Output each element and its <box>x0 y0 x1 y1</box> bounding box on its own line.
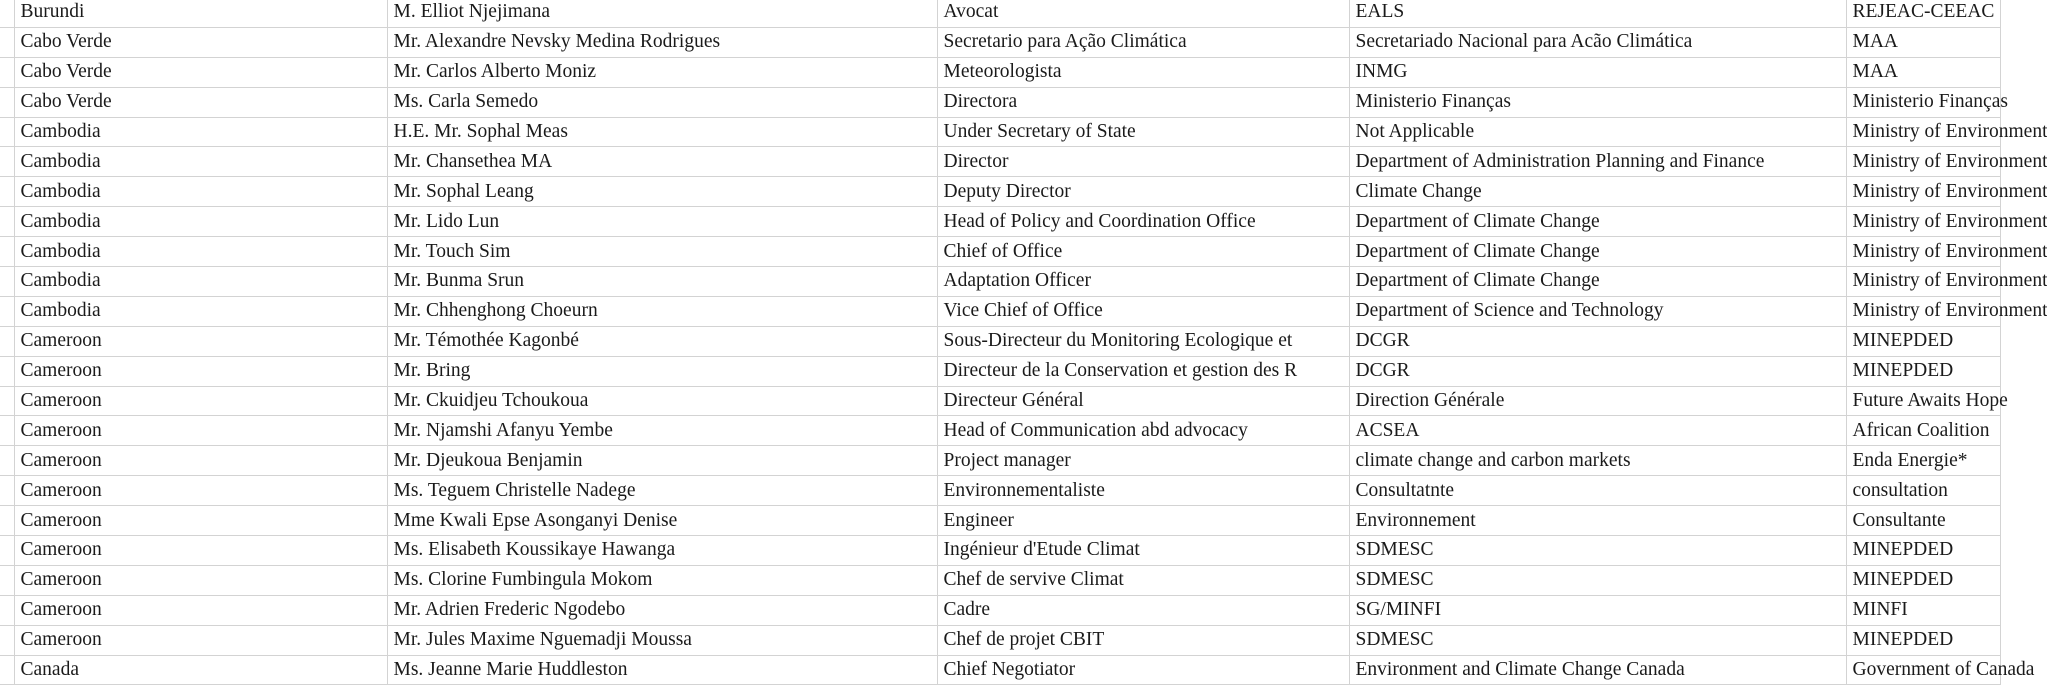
name-cell[interactable]: Mr. Bring <box>387 356 937 386</box>
row-gutter <box>0 506 14 536</box>
table-row <box>0 207 2000 237</box>
row-gutter <box>0 267 14 297</box>
name-cell[interactable]: Mr. Adrien Frederic Ngodebo <box>387 595 937 625</box>
table-row <box>0 117 2000 147</box>
organization-cell[interactable]: consultation <box>1846 476 2000 506</box>
country-cell[interactable]: Cambodia <box>14 177 387 207</box>
department-cell[interactable]: DCGR <box>1349 326 1846 356</box>
name-cell[interactable]: Mr. Lido Lun <box>387 207 937 237</box>
table-row <box>0 356 2000 386</box>
row-gutter <box>0 0 14 27</box>
organization-cell[interactable]: African Coalition <box>1846 416 2000 446</box>
name-cell[interactable]: Mr. Ckuidjeu Tchoukoua <box>387 386 937 416</box>
table-row <box>0 536 2000 566</box>
position-cell[interactable]: Avocat <box>937 0 1349 27</box>
name-cell[interactable]: Mr. Njamshi Afanyu Yembe <box>387 416 937 446</box>
department-cell[interactable]: Climate Change <box>1349 177 1846 207</box>
position-cell[interactable]: Vice Chief of Office <box>937 296 1349 326</box>
organization-cell[interactable]: MINEPDED <box>1846 625 2000 655</box>
table-row <box>0 326 2000 356</box>
department-cell[interactable]: climate change and carbon markets <box>1349 446 1846 476</box>
name-cell[interactable]: Mr. Témothée Kagonbé <box>387 326 937 356</box>
organization-cell[interactable]: MAA <box>1846 57 2000 87</box>
country-cell[interactable]: Cambodia <box>14 237 387 267</box>
department-cell[interactable]: Secretariado Nacional para Acão Climática <box>1349 27 1846 57</box>
country-cell[interactable]: Cameroon <box>14 536 387 566</box>
name-cell[interactable]: Mme Kwali Epse Asonganyi Denise <box>387 506 937 536</box>
department-cell[interactable]: Consultatnte <box>1349 476 1846 506</box>
table-row <box>0 655 2000 684</box>
country-cell[interactable]: Cambodia <box>14 296 387 326</box>
table-row <box>0 625 2000 655</box>
department-cell[interactable]: ACSEA <box>1349 416 1846 446</box>
position-cell[interactable]: Chef de projet CBIT <box>937 625 1349 655</box>
organization-cell[interactable]: MINEPDED <box>1846 536 2000 566</box>
row-gutter <box>0 237 14 267</box>
organization-cell[interactable]: Ministry of Environment <box>1846 296 2000 326</box>
table-row <box>0 147 2000 177</box>
organization-cell[interactable]: Ministry of Environment <box>1846 117 2000 147</box>
row-gutter <box>0 536 14 566</box>
country-cell[interactable]: Cameroon <box>14 565 387 595</box>
position-cell[interactable]: Adaptation Officer <box>937 267 1349 297</box>
name-cell[interactable]: Ms. Carla Semedo <box>387 87 937 117</box>
position-cell[interactable]: Environnementaliste <box>937 476 1349 506</box>
country-cell[interactable]: Burundi <box>14 0 387 27</box>
organization-cell[interactable]: MINEPDED <box>1846 356 2000 386</box>
department-cell[interactable]: Direction Générale <box>1349 386 1846 416</box>
country-cell[interactable]: Cabo Verde <box>14 87 387 117</box>
name-cell[interactable]: Mr. Carlos Alberto Moniz <box>387 57 937 87</box>
country-cell[interactable]: Cameroon <box>14 595 387 625</box>
position-cell[interactable]: Cadre <box>937 595 1349 625</box>
table-row <box>0 476 2000 506</box>
organization-cell[interactable]: Ministry of Environment <box>1846 177 2000 207</box>
organization-cell[interactable]: Government of Canada <box>1846 655 2000 684</box>
name-cell[interactable]: Mr. Jules Maxime Nguemadji Moussa <box>387 625 937 655</box>
position-cell[interactable]: Meteorologista <box>937 57 1349 87</box>
organization-cell[interactable]: REJEAC-CEEAC <box>1846 0 2000 27</box>
country-cell[interactable]: Cambodia <box>14 267 387 297</box>
position-cell[interactable]: Project manager <box>937 446 1349 476</box>
row-gutter <box>0 625 14 655</box>
department-cell[interactable]: Not Applicable <box>1349 117 1846 147</box>
position-cell[interactable]: Directeur Général <box>937 386 1349 416</box>
organization-cell[interactable]: Ministry of Environment <box>1846 237 2000 267</box>
position-cell[interactable]: Deputy Director <box>937 177 1349 207</box>
row-gutter <box>0 147 14 177</box>
country-cell[interactable]: Cabo Verde <box>14 27 387 57</box>
organization-cell[interactable]: MINEPDED <box>1846 326 2000 356</box>
table-row <box>0 565 2000 595</box>
table-row <box>0 0 2000 27</box>
table-row <box>0 237 2000 267</box>
name-cell[interactable]: M. Elliot Njejimana <box>387 0 937 27</box>
position-cell[interactable]: Head of Communication abd advocacy <box>937 416 1349 446</box>
row-gutter <box>0 655 14 684</box>
row-gutter <box>0 476 14 506</box>
table-row <box>0 446 2000 476</box>
country-cell[interactable]: Cameroon <box>14 386 387 416</box>
department-cell[interactable]: SDMESC <box>1349 565 1846 595</box>
table-row <box>0 506 2000 536</box>
position-cell[interactable]: Sous-Directeur du Monitoring Ecologique et <box>937 326 1349 356</box>
row-gutter <box>0 87 14 117</box>
department-cell[interactable]: Department of Science and Technology <box>1349 296 1846 326</box>
position-cell[interactable]: Ingénieur d'Etude Climat <box>937 536 1349 566</box>
table-row <box>0 27 2000 57</box>
name-cell[interactable]: Ms. Elisabeth Koussikaye Hawanga <box>387 536 937 566</box>
position-cell[interactable]: Directora <box>937 87 1349 117</box>
position-cell[interactable]: Secretario para Ação Climática <box>937 27 1349 57</box>
table-row <box>0 386 2000 416</box>
name-cell[interactable]: Ms. Clorine Fumbingula Mokom <box>387 565 937 595</box>
country-cell[interactable]: Cameroon <box>14 416 387 446</box>
name-cell[interactable]: Mr. Touch Sim <box>387 237 937 267</box>
organization-cell[interactable]: MINEPDED <box>1846 565 2000 595</box>
position-cell[interactable]: Engineer <box>937 506 1349 536</box>
department-cell[interactable]: Environment and Climate Change Canada <box>1349 655 1846 684</box>
name-cell[interactable]: Ms. Teguem Christelle Nadege <box>387 476 937 506</box>
country-cell[interactable]: Cambodia <box>14 147 387 177</box>
position-cell[interactable]: Under Secretary of State <box>937 117 1349 147</box>
department-cell[interactable]: Department of Climate Change <box>1349 237 1846 267</box>
country-cell[interactable]: Cameroon <box>14 476 387 506</box>
department-cell[interactable]: SG/MINFI <box>1349 595 1846 625</box>
organization-cell[interactable]: Ministry of Environment <box>1846 207 2000 237</box>
country-cell[interactable]: Cameroon <box>14 625 387 655</box>
organization-cell[interactable]: Future Awaits Hope <box>1846 386 2000 416</box>
row-gutter <box>0 57 14 87</box>
row-gutter <box>0 416 14 446</box>
country-cell[interactable]: Canada <box>14 655 387 684</box>
row-gutter <box>0 27 14 57</box>
name-cell[interactable]: Mr. Alexandre Nevsky Medina Rodrigues <box>387 27 937 57</box>
table-row <box>0 296 2000 326</box>
organization-cell[interactable]: MAA <box>1846 27 2000 57</box>
position-cell[interactable]: Directeur de la Conservation et gestion des R <box>937 356 1349 386</box>
table-row <box>0 87 2000 117</box>
table-row <box>0 595 2000 625</box>
position-cell[interactable]: Chief of Office <box>937 237 1349 267</box>
row-gutter <box>0 326 14 356</box>
country-cell[interactable]: Cambodia <box>14 117 387 147</box>
row-gutter <box>0 296 14 326</box>
name-cell[interactable]: Mr. Bunma Srun <box>387 267 937 297</box>
department-cell[interactable]: INMG <box>1349 57 1846 87</box>
row-gutter <box>0 446 14 476</box>
position-cell[interactable]: Director <box>937 147 1349 177</box>
table-row <box>0 267 2000 297</box>
department-cell[interactable]: Department of Climate Change <box>1349 267 1846 297</box>
country-cell[interactable]: Cameroon <box>14 446 387 476</box>
row-gutter <box>0 386 14 416</box>
country-cell[interactable]: Cabo Verde <box>14 57 387 87</box>
name-cell[interactable]: Mr. Chansethea MA <box>387 147 937 177</box>
position-cell[interactable]: Chief Negotiator <box>937 655 1349 684</box>
row-gutter <box>0 117 14 147</box>
organization-cell[interactable]: Ministerio Finanças <box>1846 87 2000 117</box>
department-cell[interactable]: EALS <box>1349 0 1846 27</box>
department-cell[interactable]: Department of Administration Planning and Finance <box>1349 147 1846 177</box>
row-gutter <box>0 565 14 595</box>
name-cell[interactable]: H.E. Mr. Sophal Meas <box>387 117 937 147</box>
department-cell[interactable]: Ministerio Finanças <box>1349 87 1846 117</box>
table-row <box>0 416 2000 446</box>
department-cell[interactable]: Environnement <box>1349 506 1846 536</box>
country-cell[interactable]: Cameroon <box>14 326 387 356</box>
country-cell[interactable]: Cameroon <box>14 506 387 536</box>
country-cell[interactable]: Cambodia <box>14 207 387 237</box>
table-row <box>0 57 2000 87</box>
name-cell[interactable]: Mr. Sophal Leang <box>387 177 937 207</box>
position-cell[interactable]: Chef de servive Climat <box>937 565 1349 595</box>
organization-cell[interactable]: Consultante <box>1846 506 2000 536</box>
name-cell[interactable]: Mr. Chhenghong Choeurn <box>387 296 937 326</box>
row-gutter <box>0 595 14 625</box>
table-row <box>0 177 2000 207</box>
organization-cell[interactable]: Enda Energie* <box>1846 446 2000 476</box>
organization-cell[interactable]: MINFI <box>1846 595 2000 625</box>
organization-cell[interactable]: Ministry of Environment <box>1846 147 2000 177</box>
country-cell[interactable]: Cameroon <box>14 356 387 386</box>
department-cell[interactable]: DCGR <box>1349 356 1846 386</box>
row-gutter <box>0 207 14 237</box>
organization-cell[interactable]: Ministry of Environment <box>1846 267 2000 297</box>
position-cell[interactable]: Head of Policy and Coordination Office <box>937 207 1349 237</box>
name-cell[interactable]: Mr. Djeukoua Benjamin <box>387 446 937 476</box>
department-cell[interactable]: SDMESC <box>1349 536 1846 566</box>
department-cell[interactable]: SDMESC <box>1349 625 1846 655</box>
row-gutter <box>0 177 14 207</box>
name-cell[interactable]: Ms. Jeanne Marie Huddleston <box>387 655 937 684</box>
row-gutter <box>0 356 14 386</box>
department-cell[interactable]: Department of Climate Change <box>1349 207 1846 237</box>
